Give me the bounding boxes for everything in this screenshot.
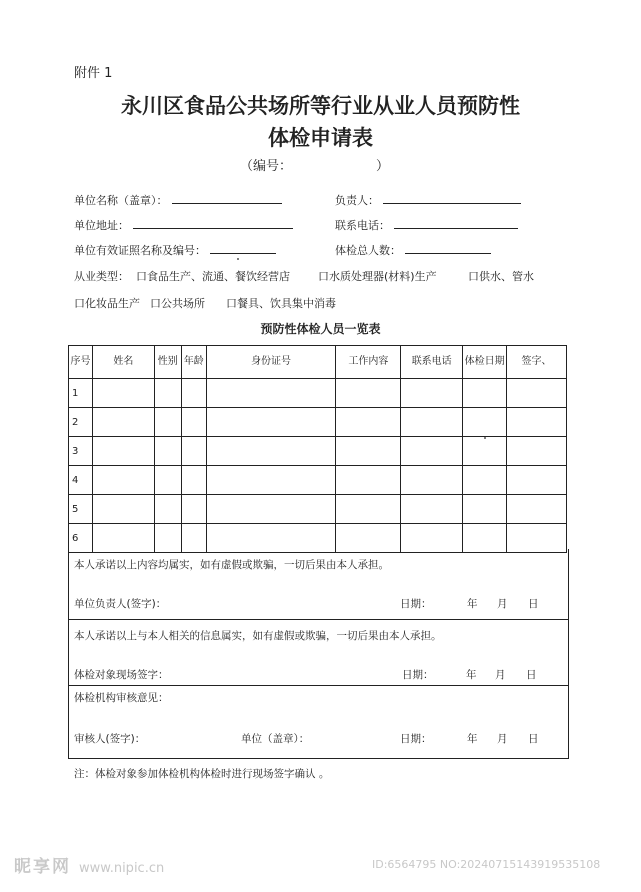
col-header-gender: 性别 xyxy=(154,346,181,379)
table-cell[interactable] xyxy=(336,466,401,495)
table-cell[interactable] xyxy=(206,379,336,408)
examinee-month-label: 月 xyxy=(495,669,506,681)
unit-pledge-block xyxy=(68,549,569,620)
examinee-date-label[interactable]: 日期： xyxy=(402,669,434,681)
table-cell[interactable] xyxy=(401,379,463,408)
table-cell[interactable] xyxy=(92,466,154,495)
table-cell[interactable] xyxy=(181,495,206,524)
phone-line[interactable] xyxy=(394,217,518,229)
col-header-phone: 联系电话 xyxy=(401,346,463,379)
industry-option-tableware[interactable]: 口餐具、饮具集中消毒 xyxy=(226,297,336,310)
table-cell[interactable] xyxy=(507,495,567,524)
unit-sign-label[interactable]: 单位负责人(签字)： xyxy=(74,598,167,610)
table-row xyxy=(69,495,567,524)
table-cell[interactable] xyxy=(154,379,181,408)
phone-label: 联系电话： xyxy=(335,219,390,232)
table-cell[interactable] xyxy=(92,408,154,437)
address-field[interactable] xyxy=(74,217,293,233)
col-header-date: 体检日期 xyxy=(463,346,507,379)
row-number: 5 xyxy=(69,495,93,524)
table-cell[interactable] xyxy=(181,466,206,495)
manager-label: 负责人： xyxy=(335,194,379,207)
footnote: 注：体检对象参加体检机构体检时进行现场签字确认 。 xyxy=(74,768,330,780)
table-cell[interactable] xyxy=(507,408,567,437)
col-header-age: 年龄 xyxy=(181,346,206,379)
total-label: 体检总人数： xyxy=(335,244,401,257)
form-title-line1: 永川区食品公共场所等行业从业人员预防性 xyxy=(121,94,520,118)
watermark-logo xyxy=(14,852,164,877)
form-title-line2: 体检申请表 xyxy=(268,126,373,150)
table-cell[interactable] xyxy=(463,495,507,524)
reviewer-sign-label[interactable]: 审核人(签字)： xyxy=(74,733,146,745)
table-cell[interactable] xyxy=(336,408,401,437)
table-cell[interactable] xyxy=(463,466,507,495)
table-cell[interactable] xyxy=(154,408,181,437)
unit-date-label[interactable]: 日期： xyxy=(400,598,432,610)
table-header-row xyxy=(69,346,567,379)
col-header-seq: 序号 xyxy=(69,346,93,379)
unit-name-label: 单位名称（盖章）： xyxy=(74,194,168,207)
table-cell[interactable] xyxy=(181,379,206,408)
row-number: 6 xyxy=(69,524,93,553)
review-block xyxy=(68,686,569,759)
industry-option-food[interactable]: 口食品生产、流通、餐饮经营店 xyxy=(136,270,290,283)
table-cell[interactable] xyxy=(401,495,463,524)
table-cell[interactable] xyxy=(181,408,206,437)
table-cell[interactable] xyxy=(181,437,206,466)
table-cell[interactable] xyxy=(401,437,463,466)
industry-option-cosmetics[interactable]: 口化妆品生产 xyxy=(74,297,140,310)
manager-line[interactable] xyxy=(383,192,521,204)
table-title: 预防性体检人员一览表 xyxy=(260,322,381,336)
table-cell[interactable] xyxy=(92,495,154,524)
industry-option-water-supply[interactable]: 口供水、管水 xyxy=(468,270,534,283)
table-cell[interactable] xyxy=(206,437,336,466)
col-header-name: 姓名 xyxy=(92,346,154,379)
table-row xyxy=(69,466,567,495)
unit-name-line[interactable] xyxy=(172,192,282,204)
table-cell[interactable] xyxy=(507,437,567,466)
table-cell[interactable] xyxy=(206,408,336,437)
table-row xyxy=(69,437,567,466)
col-header-sign: 签字、 xyxy=(507,346,567,379)
total-field[interactable] xyxy=(335,242,491,258)
table-cell[interactable] xyxy=(154,495,181,524)
address-line[interactable] xyxy=(133,217,293,229)
table-cell[interactable] xyxy=(507,379,567,408)
table-row xyxy=(69,379,567,408)
license-label: 单位有效证照名称及编号： xyxy=(74,244,206,257)
row-number: 2 xyxy=(69,408,93,437)
watermark-id: ID:6564795 NO:20240715143919535108 xyxy=(372,858,601,871)
examinee-pledge-block xyxy=(68,620,569,686)
unit-year-label: 年 xyxy=(467,598,478,610)
table-cell[interactable] xyxy=(206,495,336,524)
personnel-table xyxy=(68,345,567,553)
col-header-work: 工作内容 xyxy=(336,346,401,379)
review-month-label: 月 xyxy=(497,733,508,745)
table-cell[interactable] xyxy=(336,379,401,408)
examinee-sign-label[interactable]: 体检对象现场签字： xyxy=(74,669,169,681)
table-cell[interactable] xyxy=(92,437,154,466)
unit-name-field[interactable] xyxy=(74,192,282,208)
row-number: 1 xyxy=(69,379,93,408)
license-field[interactable] xyxy=(74,242,276,258)
unit-month-label: 月 xyxy=(497,598,508,610)
manager-field[interactable] xyxy=(335,192,521,208)
watermark-url: www.nipic.cn xyxy=(79,861,165,876)
table-row xyxy=(69,408,567,437)
table-cell[interactable] xyxy=(463,379,507,408)
industry-option-public-place[interactable]: 口公共场所 xyxy=(150,297,205,310)
col-header-id: 身份证号 xyxy=(206,346,336,379)
row-number: 4 xyxy=(69,466,93,495)
examinee-pledge-text: 本人承诺以上与本人相关的信息属实，如有虚假或欺骗，一切后果由本人承担。 xyxy=(74,630,442,642)
table-cell[interactable] xyxy=(154,437,181,466)
review-day-label: 日 xyxy=(528,733,539,745)
license-line[interactable] xyxy=(210,242,276,254)
table-cell[interactable] xyxy=(463,437,507,466)
table-cell[interactable] xyxy=(507,466,567,495)
table-cell[interactable] xyxy=(401,466,463,495)
review-date-label[interactable]: 日期： xyxy=(400,733,432,745)
table-cell[interactable] xyxy=(336,437,401,466)
table-cell[interactable] xyxy=(92,379,154,408)
review-opinion-label: 体检机构审核意见： xyxy=(74,692,169,704)
table-cell[interactable] xyxy=(336,495,401,524)
serial-label: （编号： xyxy=(240,159,293,174)
address-label: 单位地址： xyxy=(74,219,129,232)
serial-close: ） xyxy=(376,159,390,174)
annex-label: 附件 1 xyxy=(74,66,113,81)
watermark-brand: 昵享网 xyxy=(14,857,71,877)
industry-option-water-treatment[interactable]: 口水质处理器(材料)生产 xyxy=(318,270,437,283)
table-cell[interactable] xyxy=(154,466,181,495)
review-year-label: 年 xyxy=(467,733,478,745)
examinee-day-label: 日 xyxy=(526,669,537,681)
review-unit-seal-label[interactable]: 单位（盖章）： xyxy=(241,733,310,745)
scan-speck xyxy=(237,258,239,260)
examinee-year-label: 年 xyxy=(466,669,477,681)
phone-field[interactable] xyxy=(335,217,518,233)
total-line[interactable] xyxy=(405,242,491,254)
scan-speck xyxy=(484,437,486,439)
table-cell[interactable] xyxy=(206,466,336,495)
table-cell[interactable] xyxy=(463,408,507,437)
serial-number xyxy=(240,155,390,174)
row-number: 3 xyxy=(69,437,93,466)
industry-label: 从业类型： xyxy=(74,270,129,283)
table-cell[interactable] xyxy=(401,408,463,437)
unit-pledge-text: 本人承诺以上内容均属实，如有虚假或欺骗，一切后果由本人承担。 xyxy=(74,559,389,571)
unit-day-label: 日 xyxy=(528,598,539,610)
